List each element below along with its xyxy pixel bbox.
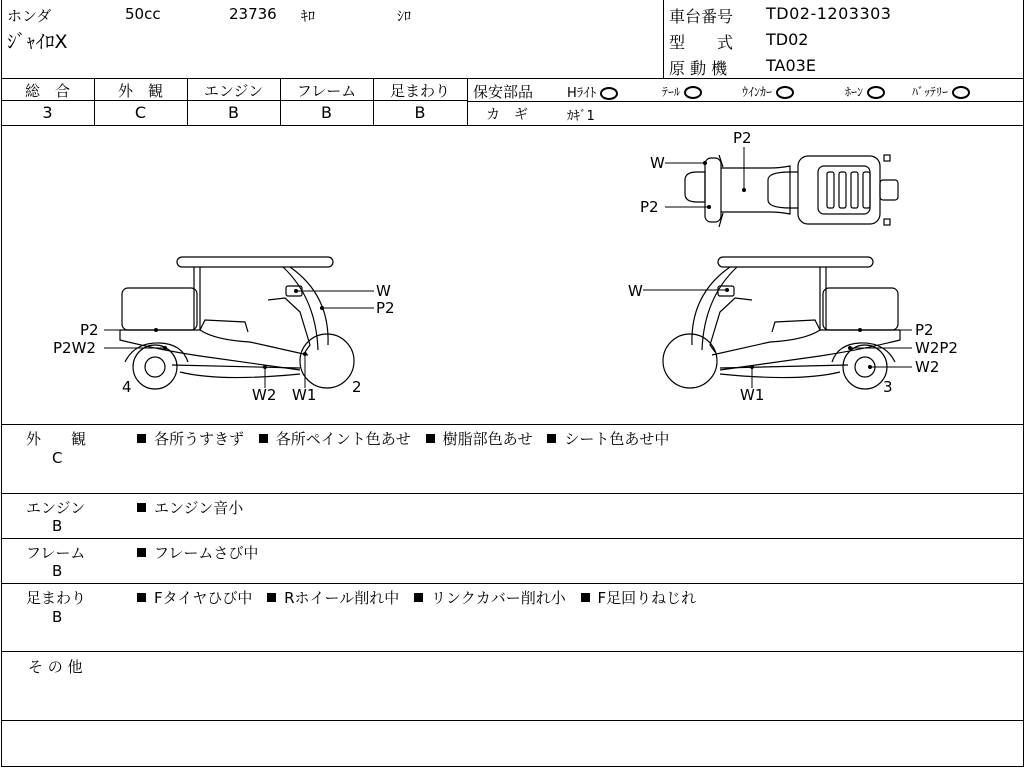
label-left-w1: W1 — [292, 386, 317, 404]
top-view-scooter — [685, 155, 898, 227]
label-left-p2-b: P2 — [80, 321, 99, 339]
label-left-p2w2: P2W2 — [53, 339, 96, 357]
note-engine-items — [137, 497, 253, 518]
label-top-w: W — [650, 154, 665, 172]
bullet-square-icon — [259, 434, 268, 443]
rule — [1, 651, 1023, 652]
left-side-scooter — [120, 257, 354, 389]
bullet-square-icon — [137, 434, 146, 443]
label-right-w: W — [628, 282, 643, 300]
bullet-square-icon — [137, 593, 146, 602]
engine-label: 原 動 機 — [669, 59, 728, 78]
grade-exterior-label: 外 観 — [117, 82, 163, 100]
grade-engine-label: エンジン — [203, 82, 264, 100]
note-exterior-items — [137, 428, 679, 449]
bullet-square-icon — [547, 434, 556, 443]
safety-battery — [912, 83, 970, 100]
note-suspension-items — [137, 587, 706, 608]
note-item: Rホイール削れ中 — [284, 589, 400, 607]
key-label: カ ギ — [486, 107, 528, 123]
safety-taillight — [662, 83, 702, 100]
model-name: ｼﾞｬｲﾛX — [7, 31, 68, 53]
safety-taillight-label: ﾃｰﾙ — [662, 85, 681, 99]
label-left-w2: W2 — [252, 386, 277, 404]
bullet-square-icon — [137, 548, 146, 557]
grade-frame-value: B — [321, 103, 332, 122]
note-frame-items — [137, 542, 268, 563]
note-item: エンジン音小 — [154, 499, 244, 517]
displacement: 50cc — [125, 5, 161, 23]
note-engine-label: エンジン — [26, 499, 86, 517]
bullet-square-icon — [137, 503, 146, 512]
frame-no: TD02-1203303 — [766, 4, 892, 23]
label-left-num-rear: 4 — [122, 378, 132, 396]
key-value: ｶｷﾞ1 — [567, 109, 595, 124]
note-exterior-label: 外 観 — [26, 430, 87, 448]
type-value: TD02 — [766, 30, 809, 49]
safety-label: 保安部品 — [473, 83, 534, 101]
label-left-num-front: 2 — [352, 378, 362, 396]
mileage: 23736 — [229, 5, 277, 23]
note-item: 樹脂部色あせ — [442, 430, 533, 448]
label-right-w1: W1 — [740, 386, 765, 404]
rule — [1, 78, 1023, 79]
grade-suspension-label: 足まわり — [389, 82, 450, 100]
bullet-square-icon — [426, 434, 435, 443]
note-item: フレームさび中 — [154, 544, 259, 562]
rule — [1, 424, 1023, 425]
safety-battery-label: ﾊﾞｯﾃﾘｰ — [912, 85, 949, 99]
ok-circle-icon — [776, 86, 794, 99]
mileage-unit: ｷﾛ — [301, 9, 315, 25]
bullet-square-icon — [267, 593, 276, 602]
note-suspension-label: 足まわり — [26, 589, 87, 607]
grade-frame-label: フレーム — [296, 82, 357, 100]
label-right-num: 3 — [883, 378, 893, 396]
label-left-w: W — [376, 282, 391, 300]
color: ｼﾛ — [397, 9, 411, 25]
note-item: Fタイヤひび中 — [154, 589, 253, 607]
note-item: 各所ペイント色あせ — [275, 430, 411, 448]
ok-circle-icon — [600, 87, 618, 100]
ok-circle-icon — [952, 86, 970, 99]
note-suspension-grade: B — [52, 608, 63, 626]
rule — [467, 78, 468, 125]
grade-suspension-value: B — [414, 103, 426, 122]
safety-headlight — [567, 82, 618, 101]
safety-headlight-label: Hﾗｲﾄ — [567, 86, 597, 101]
header-divider — [663, 0, 664, 79]
safety-winker-label: ｳｲﾝｶｰ — [742, 85, 773, 99]
grade-exterior-value: C — [134, 103, 147, 122]
rule — [468, 101, 1023, 102]
frame-no-label: 車台番号 — [669, 7, 734, 26]
label-right-w2: W2 — [915, 358, 940, 376]
note-frame-grade: B — [52, 562, 63, 580]
label-top-p2-b: P2 — [640, 198, 659, 216]
rule — [1, 720, 1023, 721]
label-right-w2p2: W2P2 — [915, 339, 958, 357]
damage-dots — [154, 161, 872, 369]
note-frame-label: フレーム — [26, 544, 86, 562]
note-exterior-grade: C — [52, 449, 63, 467]
label-left-p2-a: P2 — [376, 299, 395, 317]
bullet-square-icon — [581, 593, 590, 602]
rule — [1, 538, 1023, 539]
note-other-label: そ の 他 — [28, 658, 83, 676]
rule — [1, 493, 1023, 494]
grade-overall-label: 総 合 — [24, 82, 70, 100]
safety-winker — [742, 83, 794, 100]
right-side-scooter — [663, 257, 900, 389]
label-right-p2: P2 — [915, 321, 934, 339]
maker: ホンダ — [7, 7, 52, 25]
rule — [1, 583, 1023, 584]
note-item: リンクカバー削れ小 — [431, 589, 566, 607]
ok-circle-icon — [684, 86, 702, 99]
note-engine-grade: B — [52, 517, 63, 535]
grade-engine-value: B — [228, 103, 239, 122]
grade-overall-value: 3 — [42, 103, 53, 122]
safety-horn-label: ﾎｰﾝ — [845, 85, 864, 99]
safety-horn — [845, 83, 885, 100]
damage-diagram — [0, 126, 1024, 424]
ok-circle-icon — [867, 86, 885, 99]
type-label: 型 式 — [669, 33, 734, 52]
label-top-p2-a: P2 — [733, 129, 752, 147]
note-item: シート色あせ中 — [564, 430, 670, 448]
bullet-square-icon — [414, 593, 423, 602]
note-item: F足回りねじれ — [597, 589, 697, 607]
engine-value: TA03E — [766, 56, 816, 75]
note-item: 各所うすきず — [154, 430, 245, 448]
